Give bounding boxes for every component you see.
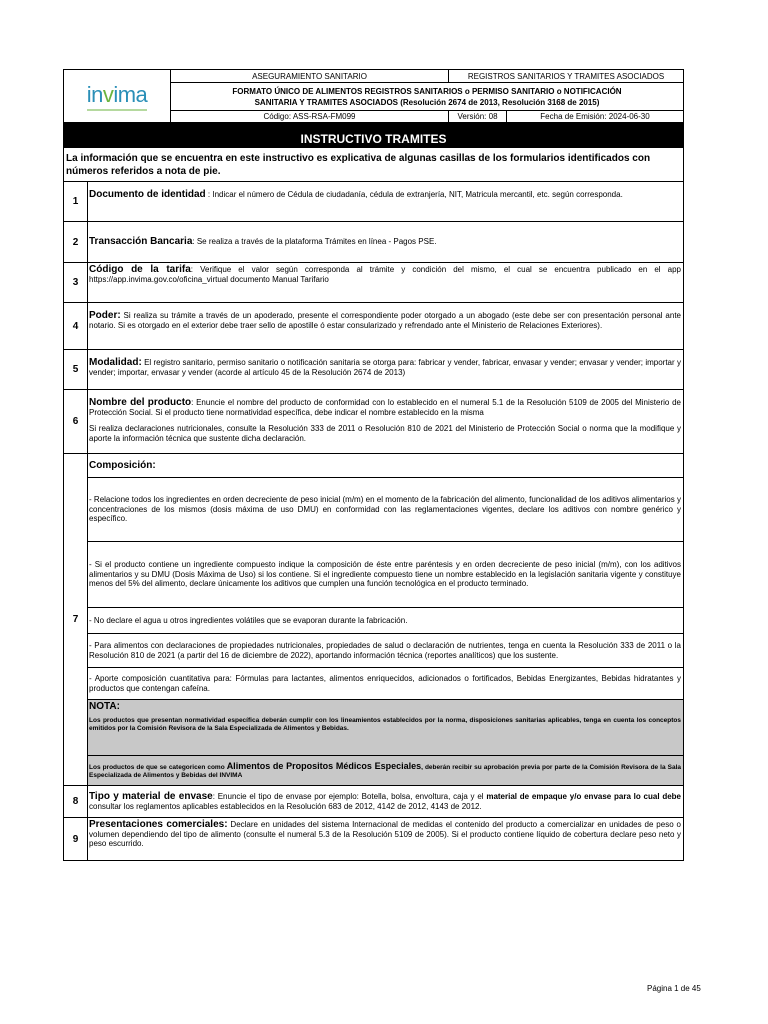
logo-cell	[64, 70, 171, 123]
header-table	[63, 69, 684, 123]
document-title: FORMATO ÚNICO DE ALIMENTOS REGISTROS SANITARIOS o PERMISO SANITARIO o NOTIFICACIÓN SANITARIA Y TRAMITES ASOCIADOS (Resolución 2674 de 2013, Resolución 3168 de 2015)	[171, 83, 684, 111]
nota-label: NOTA:	[89, 701, 120, 712]
item-number: 7	[64, 454, 88, 786]
item-number: 2	[64, 222, 88, 263]
item-4: Poder: Si realiza su trámite a través de un apoderado, presente el correspondiente poder otorgado a un abogado (este debe ser con presentación personal ante notario. Si es otorgado en el exterior debe traer sello de apostille ó estar consularizado y refrendado ante el Ministerio de Relaciones Exteriores).	[88, 303, 684, 350]
item-number: 8	[64, 786, 88, 818]
instructivo-title: INSTRUCTIVO TRAMITES	[64, 132, 684, 148]
item-8: Tipo y material de envase: Enuncie el tipo de envase por ejemplo: Botella, bolsa, envoltura, caja y el material de empaque y/o envase para lo cual debe consultar los reglamentos aplicables establecidos en la Resolución 683 de 2012, 4142 de 2012, 4143 de 2012.	[88, 786, 684, 818]
item-7-p2: - Si el producto contiene un ingrediente compuesto indique la composición de éste entre paréntesis y en orden decreciente de peso inicial (m/m), con los aditivos alimentarios y su DMU (Dosis Máxima de Uso) si los contiene. Si el ingrediente compuesto tiene un nombre establecido en la legislación sanitaria vigente y constituye menos del 5% del alimento, declare únicamente los aditivos que cumplen una función tecnológica en el producto terminado.	[88, 542, 684, 608]
item-6: Nombre del producto: Enuncie el nombre del producto de conformidad con lo establecido en el numeral 5.1 de la Resolución 5109 de 2005 del Ministerio de Protección Social. Si el producto tiene normatividad específica, debe indicar el nombre establecido en la misma Si realiza declaraciones nutricionales, consulte la Resolución 333 de 2011 o Resolución 810 de 2021 del Ministerio de Protección Social o norma que la modifique y aporte la información técnica que sustente dicha declaración.	[88, 390, 684, 454]
item-9: Presentaciones comerciales: Declare en unidades del sistema Internacional de medidas el contenido del producto a comercializar en unidades de peso o volumen dependiendo del tipo de alimento (consulte el numeral 5.3 de la Resolución 5109 de 2005). Si el producto contiene líquido de cobertura declare peso neto y peso escurrido.	[88, 818, 684, 861]
item-number: 5	[64, 350, 88, 390]
nota-2: Los productos de que se categoricen como Alimentos de Propositos Médicos Especiales, deberán recibir su aprobación previa por parte de la Comisión Revisora de la Sala Especializada de Alimentos y Bebidas del INVIMA	[88, 756, 684, 786]
item-number: 1	[64, 182, 88, 222]
code-label: Código: ASS-RSA-FM099	[171, 111, 449, 123]
item-5: Modalidad: El registro sanitario, permiso sanitario o notificación sanitaria se otorga para: fabricar y vender, fabricar, envasar y vender; envasar y vender; importar y vender; importar, envasar y vender (acorde al artículo 45 de la Resolución 2674 de 2013)	[88, 350, 684, 390]
process-label: REGISTROS SANITARIOS Y TRAMITES ASOCIADOS	[449, 70, 684, 83]
invima-logo: invima	[86, 81, 148, 107]
page-number: Página 1 de 45	[647, 984, 701, 993]
logo-underline	[87, 109, 147, 111]
item-number: 3	[64, 263, 88, 303]
item-3: Código de la tarifa: Verifique el valor según corresponda al trámite y condición del mismo, el cual se encuentra publicado en el app https://app.invima.gov.co/oficina_virtual documento Manual Tarifario	[88, 263, 684, 303]
item-number: 9	[64, 818, 88, 861]
item-1: Documento de identidad : Indicar el número de Cédula de ciudadanía, cédula de extranjería, NIT, Matricula mercantil, etc. según corresponda.	[88, 182, 684, 222]
document	[63, 69, 683, 861]
item-7-p4: - Para alimentos con declaraciones de propiedades nutricionales, propiedades de salud o declaración de nutrientes, tenga en cuenta la Resolución 333 de 2011 o la Resolución 810 de 2021 (a partir del 16 de diciembre de 2022), aportando información técnica (reportes analíticos) que los sustente.	[88, 634, 684, 668]
area-label: ASEGURAMIENTO SANITARIO	[171, 70, 449, 83]
nota-box	[88, 700, 684, 756]
item-2: Transacción Bancaria: Se realiza a través de la plataforma Trámites en línea - Pagos PSE.	[88, 222, 684, 263]
version-label: Versión: 08	[449, 111, 507, 123]
date-label: Fecha de Emisión: 2024-06-30	[507, 111, 684, 123]
item-7-p5: - Aporte composición cuantitativa para: Fórmulas para lactantes, alimentos enriquecidos, adicionados o fortificados, Bebidas Energizantes, Bebidas hidratantes y productos que contengan cafeína.	[88, 668, 684, 700]
intro-text: La información que se encuentra en este instructivo es explicativa de algunas casillas de los formularios identificados con números referidos a nota de pie.	[64, 148, 684, 182]
nota-1: Los productos que presentan normatividad específica deberán cumplir con los lineamientos establecidos por la norma, disposiciones sanitarias aplicables, tenga en cuenta los conceptos emitidos por la Comisión Revisora de la Sala Especializada de Alimentos y Bebidas.	[89, 716, 681, 732]
black-bar	[64, 124, 684, 132]
instructions-table	[63, 123, 684, 861]
item-7-p1: - Relacione todos los ingredientes en orden decreciente de peso inicial (m/m) en el momento de la fabricación del alimento, funcionalidad de los aditivos alimentarios y concentraciones de los mismos (dosis máxima de uso DMU) en conformidad con las reglamentaciones vigentes, declare los aditivos con nombre genérico y específico.	[88, 478, 684, 542]
item-7-p3: - No declare el agua u otros ingredientes volátiles que se evaporan durante la fabricación.	[88, 608, 684, 634]
item-7-label: Composición:	[88, 454, 684, 478]
item-number: 4	[64, 303, 88, 350]
item-number: 6	[64, 390, 88, 454]
